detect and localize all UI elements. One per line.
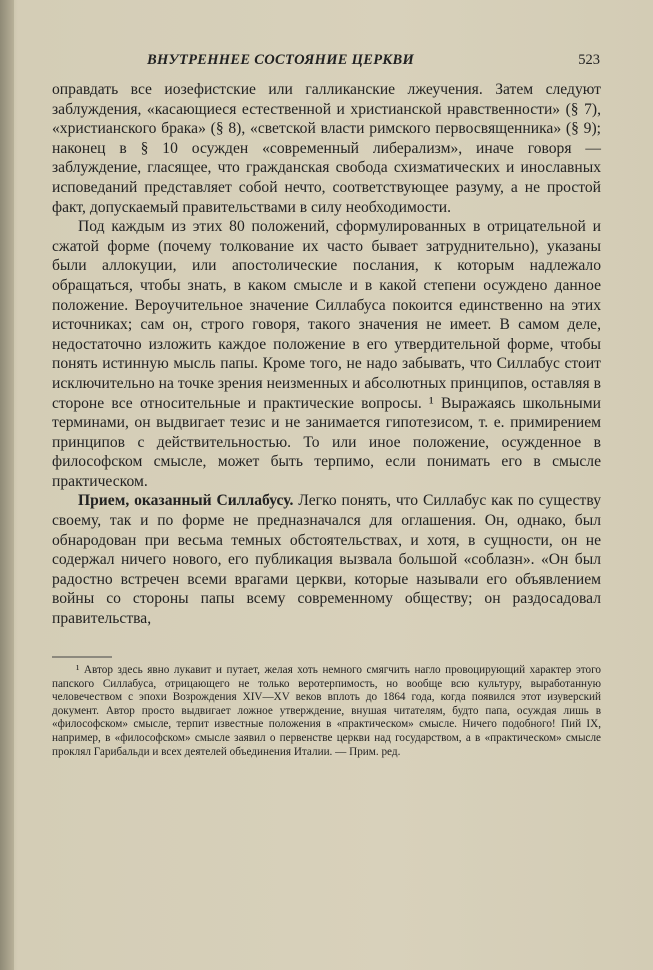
footnote-text: Автор здесь явно лукавит и путает, желая хоть немного смягчить нагло провоцирующий характер этого папского Силлабуса, отрицающего не только веротерпимость, но вообще всю культуру, выработанную человечеством с эпохи Возрождения XIV—XV веков вплоть до 1864 года, когда появился этот изуверский документ. Автор просто выдвигает ложное утверждение, внушая читателям, будто папа, осуждая лишь в «философском» смысле, терпит известные положения в «практическом» смысле. Ничего подобного! Пий IX, например, в «философском» смысле заявил о первенстве церкви над государством, а в «практическом» смысле проклял Гарибальди и всех деятелей объединения Италии. — Прим. ред. — [52, 664, 601, 758]
paragraph-2 — [52, 217, 601, 491]
paragraph-text: Под каждым из этих 80 положений, сформулированных в отрицательной и сжатой форме (почему толкование их часто бывает затруднительно), указаны были аллокуции, или апостолические послания, к которым надлежало обращаться, чтобы знать, в каком смысле и в какой степени осуждено данное положение. Вероучительное значение Силлабуса покоится единственно на этих источниках; сам он, строго говоря, такого значения не имеет. В самом деле, недостаточно изложить каждое положение в его утвердительной форме, чтобы понять истинную мысль папы. Кроме того, не надо забывать, что Силлабус стоит исключительно на точке зрения неизменных и абсолютных принципов, оставляя в стороне все относительные и практические вопросы. ¹ Выражаясь школьными терминами, он выдвигает тезис и не занимается гипотезисом, т. е. примирением принципов с действительностью. То или иное положение, осужденное в философском смысле, может быть терпимо, если понимать его в смысле практическом. — [52, 218, 601, 490]
paragraph-lead: Прием, оказанный Силлабусу. — [78, 492, 294, 510]
paragraph-text: оправдать все иозефистские или галликанские лжеучения. Затем следуют заблуждения, «касающиеся естественной и христианской нравственности» (§ 7), «христианского брака» (§ 8), «светской власти римского первосвященника» (§ 9); наконец в § 10 осужден «современный либерализм», иначе говоря — заблуждение, гласящее, что гражданская свобода схизматических и инославных исповеданий представляет собой нечто, соответствующее разуму, а не простой факт, допускаемый правительствами в силу необходимости. — [52, 81, 601, 216]
paragraph-text: Легко понять, что Силлабус как по существу своему, так и по форме не предназначался для оглашения. Он, однако, был обнародован при весьма темных обстоятельствах, и хотя, в сущности, он не содержал ничего нового, его публикация вызвала большой «соблазн». «Он был радостно встречен всеми врагами церкви, которые называли его объявлением войны со стороны папы всему современному обществу; он раздосадовал правительства, — [52, 492, 601, 628]
footnote-marker: ¹ — [76, 664, 80, 676]
paragraph-1 — [52, 80, 601, 217]
page-header — [52, 52, 600, 72]
binding-shadow — [0, 0, 14, 970]
page-number: 523 — [578, 52, 600, 68]
footnote-divider — [52, 656, 601, 658]
footnote — [52, 664, 601, 759]
running-title: ВНУТРЕННЕЕ СОСТОЯНИЕ ЦЕРКВИ — [147, 52, 415, 68]
main-text — [52, 80, 601, 629]
paragraph-3 — [52, 491, 601, 628]
